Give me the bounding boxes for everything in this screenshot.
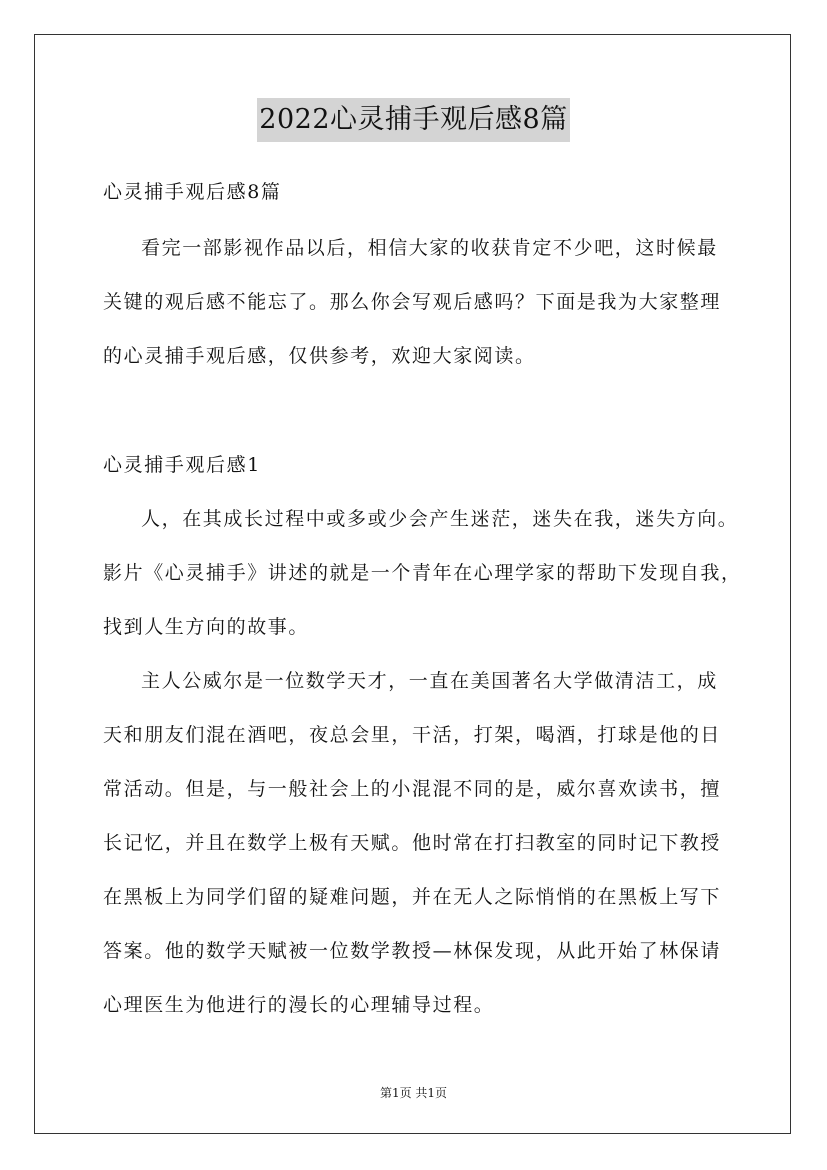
- document-title: 2022心灵捕手观后感8篇: [257, 98, 569, 142]
- intro-line-1: 看完一部影视作品以后，相信大家的收获肯定不少吧，这时候最: [141, 237, 718, 259]
- section1-para1-line-2: 影片《心灵捕手》讲述的就是一个青年在心理学家的帮助下发现自我，: [103, 562, 742, 584]
- section1-para2-line-4: 长记忆，并且在数学上极有天赋。他时常在打扫教室的同时记下教授: [103, 832, 722, 854]
- page-footer: 第1页 共1页: [379, 1086, 448, 1100]
- section1-heading: 心灵捕手观后感1: [103, 454, 261, 476]
- section1-para1-line-1: 人，在其成长过程中或多或少会产生迷茫，迷失在我，迷失方向。: [141, 508, 739, 530]
- section1-para2-line-6: 答案。他的数学天赋被一位数学教授—林保发现，从此开始了林保请: [103, 940, 722, 962]
- section1-para2-line-3: 常活动。但是，与一般社会上的小混混不同的是，威尔喜欢读书，擅: [103, 778, 722, 800]
- intro-line-3: 的心灵捕手观后感，仅供参考，欢迎大家阅读。: [103, 345, 536, 367]
- title-container: [0, 98, 827, 142]
- section1-para2-line-7: 心理医生为他进行的漫长的心理辅导过程。: [103, 994, 495, 1016]
- subtitle: 心灵捕手观后感8篇: [103, 181, 282, 203]
- section1-para1-line-3: 找到人生方向的故事。: [103, 616, 310, 638]
- section1-para2-line-5: 在黑板上为同学们留的疑难问题，并在无人之际悄悄的在黑板上写下: [103, 886, 722, 908]
- intro-line-2: 关键的观后感不能忘了。那么你会写观后感吗？下面是我为大家整理: [103, 291, 722, 313]
- section1-para2-line-2: 天和朋友们混在酒吧，夜总会里，干活，打架，喝酒，打球是他的日: [103, 724, 722, 746]
- section1-para2-line-1: 主人公威尔是一位数学天才，一直在美国著名大学做清洁工，成: [141, 670, 718, 692]
